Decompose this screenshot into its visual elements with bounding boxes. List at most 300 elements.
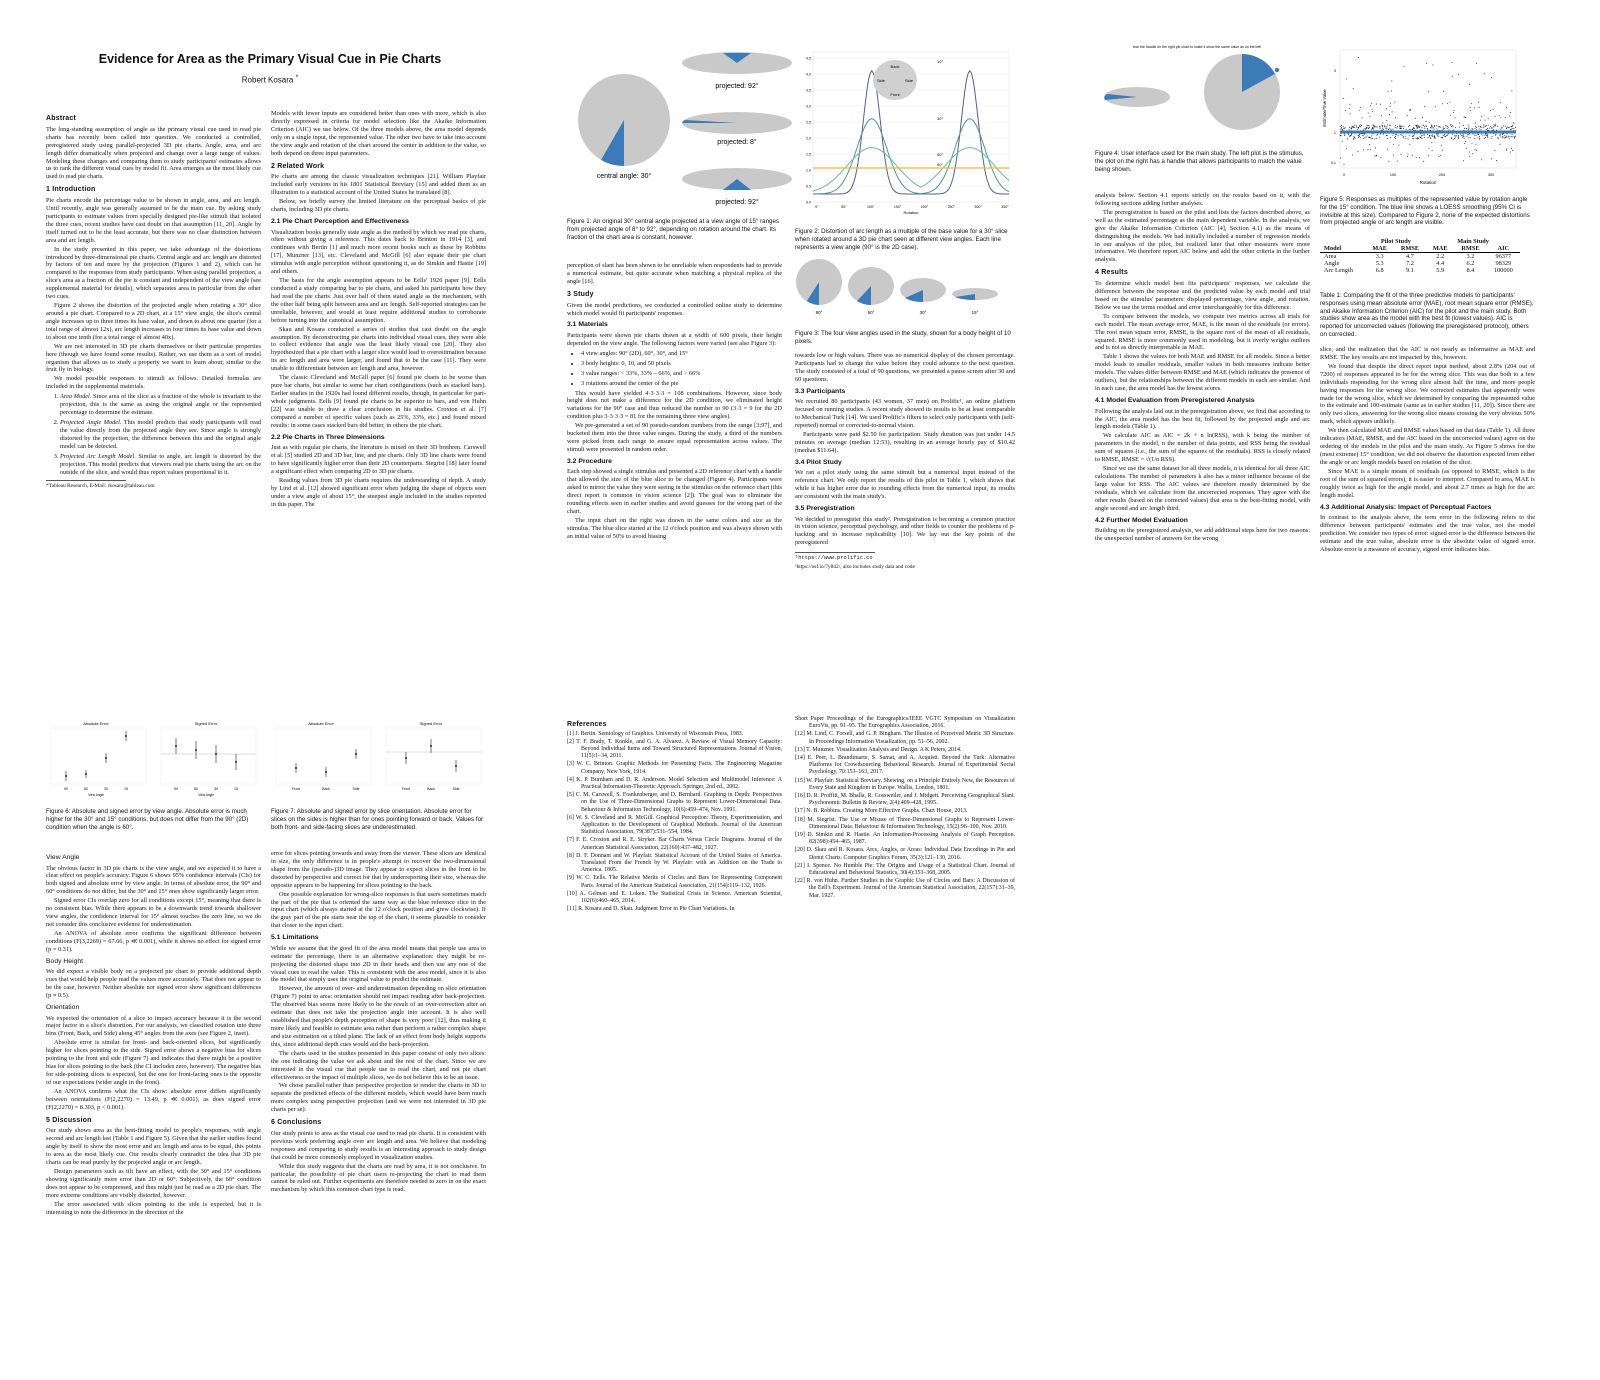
- scatter-point: [1463, 160, 1464, 161]
- scatter-point: [1391, 130, 1392, 131]
- figure-2-caption: Figure 2: Distortion of arc length as a multiple of the base value for a 30° slice when rotated around a 3D pie chart seen at different view angles. Each line represents a view angle (90° is the 2D case).: [795, 228, 1008, 251]
- scatter-point: [1401, 154, 1402, 155]
- scatter-point: [1387, 149, 1388, 150]
- scatter-point: [1358, 151, 1359, 152]
- scatter-point: [1506, 149, 1507, 150]
- scatter-point: [1481, 116, 1482, 117]
- scatter-point: [1397, 126, 1398, 127]
- y-tick-label: 2.5: [806, 120, 811, 125]
- paragraph: Visualization books generally state angle as the method by which we read pie charts, often without giving a reference. This dates back to Brinton in 1914 [3], and continues with Bertin [1] and much more recent books such as those by Robbins [17], Munzner [13], etc. Cleveland and McGill [6] also equate their pie chart stimulus with angle perception without questioning it, as do Simkin and Hastie [19] and others.: [271, 228, 486, 276]
- scatter-point: [1397, 128, 1398, 129]
- paragraph: Pie charts are among the classic visualization techniques [21]. William Playfair included early versions in his 1801 Statistical Breviary [15] and added them as an illustration to a statistical account of the United States he translated [8].: [271, 173, 486, 197]
- scatter-point: [1431, 135, 1432, 136]
- scatter-point: [1495, 135, 1496, 136]
- scatter-point: [1467, 136, 1468, 137]
- list-item: • 3 body heights: 0, 10, and 50 pixels: [581, 360, 782, 368]
- scatter-point: [1481, 127, 1482, 128]
- fig1-label: projected: 92°: [715, 83, 759, 90]
- figure-7-caption: Figure 7: Absolute and signed error by slice orientation. Absolute error for slices on the sides is higher than for ones pointing forward or back. Values for both front- and side-facing slices are underestimated.: [271, 808, 484, 831]
- paragraph: Our study points to area as the visual cue used to read pie charts. It is consistent with previous work preferring angle over arc length and area. We believe that modeling responses and comparing to study results is an interesting approach to study design that could be more commonly employed in visualization studies.: [271, 1129, 486, 1161]
- scatter-point: [1512, 125, 1513, 126]
- scatter-point: [1442, 103, 1443, 104]
- y-tick-label: 4.5: [806, 56, 811, 61]
- scatter-point: [1382, 126, 1383, 127]
- scatter-point: [1380, 128, 1381, 129]
- paragraph: Participants were shown pie charts drawn at a width of 600 pixels, their height depended on the view angle. The following factors were varied (see also Figure 3):: [567, 331, 782, 347]
- scatter-point: [1452, 62, 1453, 63]
- scatter-point: [1455, 127, 1456, 128]
- scatter-point: [1479, 129, 1480, 130]
- scatter-point: [1470, 107, 1471, 108]
- scatter-point: [1424, 126, 1425, 127]
- scatter-point: [1412, 155, 1413, 156]
- x-tick-label: 0°: [815, 205, 819, 209]
- scatter-point: [1443, 127, 1444, 128]
- scatter-point: [1364, 137, 1365, 138]
- section-2-heading: 2 Related Work: [271, 162, 325, 170]
- figure-3-caption: Figure 3: The four view angles used in the study, shown for a body height of 10 pixels.: [795, 330, 1011, 345]
- table-row: Arc Length 6.8 9.1 5.9 8.4 100000: [1324, 267, 1513, 274]
- scatter-point: [1505, 117, 1506, 118]
- x-tick-label: 0: [1342, 173, 1346, 177]
- scatter-point: [1511, 90, 1512, 91]
- section-3-2-heading: 3.2 Procedure: [567, 457, 612, 465]
- scatter-point: [1368, 113, 1369, 114]
- scatter-point: [1514, 137, 1515, 138]
- paragraph: The classic Cleveland and McGill paper [6] found pie charts to be worse than pure bar charts, but similar to some bar chart configurations (such as stacked bars). Earlier studies in the 1920s had found different results, though, in particular for part-whole judgments. Eells [9] found pie charts to be superior to bars, and von Huhn [22] was unable to draw a clear conclusion in his studies. Croxton et al. [7] compared a number of specific values (such as 25%, 33%, etc.) and found mixed results: in some cases stacked bars did better, in others the pie chart.: [271, 374, 486, 429]
- inset-label: Front: [890, 92, 900, 97]
- panel-title: Signed Error: [419, 721, 443, 726]
- scatter-point: [1476, 63, 1477, 64]
- scatter-point: [1485, 126, 1486, 127]
- scatter-point: [1426, 63, 1427, 64]
- abstract-heading: Abstract: [46, 115, 76, 122]
- scatter-point: [1358, 135, 1359, 136]
- scatter-point: [1363, 138, 1364, 139]
- scatter-point: [1390, 137, 1391, 138]
- scatter-point: [1353, 88, 1354, 89]
- scatter-point: [1431, 128, 1432, 129]
- scatter-point: [1493, 125, 1494, 126]
- scatter-point: [1344, 128, 1345, 129]
- reference-item: [15] W. Playfair. Statistical Breviary. Shewing, on a Principle Entirely New, the Resources of Every State and Kingdom in Europe. Wallis, London, 1801.: [795, 777, 1015, 791]
- scatter-point: [1341, 125, 1342, 126]
- scatter-point: [1360, 124, 1361, 125]
- scatter-point: [1442, 150, 1443, 151]
- scatter-point: [1483, 127, 1484, 128]
- scatter-point: [1395, 134, 1396, 135]
- scatter-point: [1346, 148, 1347, 149]
- scatter-point: [1363, 149, 1364, 150]
- paragraph: We are not interested in 3D pie charts themselves or their particular properties here (though we have found some results). Rather, we use them as a sort of model organism that allows us to study a property we want to learn about; similar to the fruit fly in biology.: [46, 342, 261, 374]
- paragraph: One possible explanation for wrong-slice responses is that users sometimes match the part of the pie that is oriented the same way as the blue reference slice in the input chart (which always started at the 12 o'clock position and grew clockwise). If the gray part of the pie starts near the top of the chart, it seems plausible to consider that closer to the input chart.: [271, 890, 486, 930]
- x-tick-label: Side: [352, 787, 360, 791]
- materials-list: [567, 350, 782, 388]
- section-4-3-heading: 4.3 Additional Analysis: Impact of Perceptual Factors: [1320, 503, 1492, 511]
- scatter-point: [1370, 116, 1371, 117]
- scatter-point: [1374, 127, 1375, 128]
- mean-point: [355, 753, 357, 755]
- scatter-point: [1509, 138, 1510, 139]
- scatter-point: [1413, 127, 1414, 128]
- scatter-point: [1387, 138, 1388, 139]
- x-tick-label: 60: [84, 787, 88, 791]
- drag-handle[interactable]: [1275, 68, 1279, 72]
- scatter-point: [1398, 145, 1399, 146]
- scatter-point: [1403, 136, 1404, 137]
- mean-point: [325, 771, 327, 773]
- scatter-point: [1435, 106, 1436, 107]
- view-angle-heading: View Angle: [46, 854, 80, 861]
- scatter-point: [1474, 107, 1475, 108]
- scatter-point: [1377, 134, 1378, 135]
- scatter-point: [1463, 136, 1464, 137]
- paragraph: towards low or high values. There was no numerical display of the chosen percentage. Participants had to change the value before they could advance to the next question. The study consisted of a total of 90 questions, we presented a pause screen after 30 and 60 questions.: [795, 352, 1015, 383]
- paragraph: Absolute error is similar for front- and back-oriented slices, but significantly higher for slices pointing to the side. Signed error shows a negative bias for slices pointing to the front and side (Figure 7) and indicates that there might be a positive bias for slices pointing to the back (the CI includes zero, however). The negative bias for side-pointing slices is expected, but the one for front-facing ones is the opposite of our expectations (wider angle in the front).: [46, 1039, 261, 1086]
- mean-point: [430, 745, 432, 747]
- scatter-point: [1386, 120, 1387, 121]
- scatter-point: [1428, 137, 1429, 138]
- section-3-3-heading: 3.3 Participants: [795, 387, 846, 395]
- scatter-point: [1463, 125, 1464, 126]
- paragraph: Given the model predictions, we conducted a controlled online study to determine which model would fit participants' responses.: [567, 301, 782, 317]
- figure-1-caption: Figure 1: An original 30° central angle projected at a view angle of 15° ranges from projected angle of 8° to 92°, depending on rotation around the chart. Its fraction of the chart area is constant, however.: [567, 218, 780, 241]
- scatter-point: [1512, 150, 1513, 151]
- scatter-point: [1390, 106, 1391, 107]
- column-8: [271, 850, 486, 1195]
- scatter-point: [1413, 135, 1414, 136]
- peak-label: 10°: [937, 59, 944, 64]
- scatter-point: [1349, 108, 1350, 109]
- scatter-point: [1344, 135, 1345, 136]
- scatter-point: [1362, 117, 1363, 118]
- reference-item: [17] N. B. Robbins. Creating More Effective Graphs. Chart House, 2013.: [795, 808, 968, 815]
- reference-item: Short Paper Proceedings of the Eurographics/IEEE VGTC Symposium on Visualization EuroVis, pp. 91–95. The Eurographics Association, 2016.: [795, 716, 1015, 730]
- scatter-point: [1399, 125, 1400, 126]
- scatter-point: [1475, 128, 1476, 129]
- reference-item: [6] W. S. Cleveland and R. McGill. Graphical Perception: Theory, Experimentation, and Application to the Development of Graphical Methods. Journal of the American Statistical Association, 79(387):531–554, 1984.: [567, 814, 782, 836]
- scatter-point: [1381, 115, 1382, 116]
- scatter-point: [1500, 134, 1501, 135]
- scatter-point: [1395, 117, 1396, 118]
- scatter-point: [1373, 125, 1374, 126]
- table-header: RMSE: [1394, 245, 1426, 253]
- scatter-point: [1498, 138, 1499, 139]
- scatter-point: [1388, 129, 1389, 130]
- footnote-rule: [795, 552, 875, 553]
- scatter-point: [1408, 138, 1409, 139]
- reference-item: [22] R. von Huhn. Further Studies in the Graphic Use of Circles and Bars: A Discussion of the Eell's Experiment. Journal of the American Statistical Association, 22(157):31–39, Mar. 1927.: [795, 878, 1015, 899]
- paragraph: We did expect a visible body on a projected pie chart to provide additional depth cues that would help people read the values more accurately. That does not appear to be the case, however. Neither absolute nor signed error show significant differences (p ≈ 0.5).: [46, 968, 261, 1000]
- scatter-point: [1405, 136, 1406, 137]
- scatter-point: [1371, 129, 1372, 130]
- scatter-point: [1425, 125, 1426, 126]
- scatter-point: [1481, 159, 1482, 160]
- paragraph: The basis for the angle assumption appears to be Eells' 1926 paper [9]. Eells conducted a study comparing bar to pie charts, and asked his participants how they had read the pie charts. Just over half of them stated angle as the mechanism, with the other half being split between area and arc length. Self-reported strategies can be unreliable, however, and would at least require additional studies to corroborate before turning into the canonical assumption.: [271, 277, 486, 324]
- scatter-point: [1512, 128, 1513, 129]
- scatter-point: [1358, 57, 1359, 58]
- scatter-point: [1486, 129, 1487, 130]
- scatter-point: [1490, 126, 1491, 127]
- view-angle-label: 60°: [867, 310, 875, 315]
- scatter-point: [1363, 135, 1364, 136]
- mean-point: [405, 757, 407, 759]
- paragraph: Just as with regular pie charts, the literature is mixed on their 3D brethren. Carswell et al. [5] studied 2D and 3D bar, line, and pie charts. Only 3D line charts were found to have significantly higher error than their 2D counterparts. Siegrist [18] later found a significant effect when comparing 2D to 3D pie charts.: [271, 444, 486, 475]
- mean-point: [175, 745, 177, 747]
- mean-point: [235, 761, 237, 763]
- scatter-point: [1431, 125, 1432, 126]
- scatter-point: [1373, 128, 1374, 129]
- scatter-point: [1443, 135, 1444, 136]
- scatter-point: [1409, 125, 1410, 126]
- scatter-point: [1481, 129, 1482, 130]
- scatter-point: [1458, 138, 1459, 139]
- scatter-point: [1409, 144, 1410, 145]
- x-tick-label: 30: [214, 787, 218, 791]
- inset-label: Side: [904, 78, 914, 83]
- references-column-1: [567, 716, 782, 914]
- paragraph: Signed error CIs overlap zero for all conditions except 15°, meaning that there is no consistent bias. While there appears to be a downwards trend towards shallower view angles, the confidence interval for 15° almost touches the zero line, so we do not consider this conclusive evidence for underestimation.: [46, 897, 261, 929]
- scatter-point: [1387, 135, 1388, 136]
- scatter-point: [1497, 137, 1498, 138]
- scatter-point: [1465, 141, 1466, 142]
- scatter-point: [1376, 104, 1377, 105]
- reference-item: [16] D. R. Proffitt, M. Bhalla, R. Gossweiler, and J. Midgett. Perceiving Geographical Slant. Psychonomic Bulletin & Review, 2(4):409–428, 1995.: [795, 793, 1015, 807]
- x-tick-label: 300°: [974, 205, 982, 209]
- scatter-point: [1488, 118, 1489, 119]
- scatter-point: [1393, 155, 1394, 156]
- references-heading: References: [567, 721, 607, 728]
- figure-1: [567, 48, 797, 208]
- paragraph: The input chart on the right was drawn in the same colors and size as the stimulus. The blue slice started at the 12 o'clock position and was always shown with an initial value of 50% to avoid biasing: [567, 516, 782, 540]
- scatter-point: [1359, 125, 1360, 126]
- scatter-point: [1491, 77, 1492, 78]
- scatter-point: [1380, 127, 1381, 128]
- scatter-point: [1495, 125, 1496, 126]
- scatter-point: [1396, 134, 1397, 135]
- scatter-point: [1438, 126, 1439, 127]
- scatter-point: [1426, 126, 1427, 127]
- y-tick-label: 2.0: [806, 136, 811, 141]
- table-header: MAE: [1366, 245, 1394, 253]
- inset-label: Back: [890, 64, 900, 69]
- figure-6-chart: [46, 718, 261, 798]
- reference-item: [19] D. Simkin and R. Hastie. An Information-Processing Analysis of Graph Perception. 82(398):454–465, 1987.: [795, 832, 1015, 846]
- scatter-point: [1478, 137, 1479, 138]
- paragraph: We recruited 80 participants (43 women, 37 men) on Prolific¹, an online platform focused on running studies. A recent study showed its results to be at least comparable to Mechanical Turk [14]. We used Prolific's filters to select only participants with (self-reported) normal or corrected-to-normal vision.: [795, 398, 1015, 430]
- scatter-point: [1383, 129, 1384, 130]
- scatter-point: [1509, 116, 1510, 117]
- scatter-point: [1470, 110, 1471, 111]
- scatter-point: [1377, 127, 1378, 128]
- paragraph: We found that despite the direct report input method, about 2.8% (204 out of 7200) of responses appeared to be for the wrong slice. This was due both to a few individuals responding for the wrong slice almost half the time, and more people having responses for the wrong slice. We corrected estimates that apparently were made for the wrong slice, which we determined by comparing the represented value to the estimate and 100-estimate (same as in earlier studies [11, 20]). Since there are only two slices, answering for the wrong slice means crossing the very obvious 50% mark, which appears unlikely.: [1320, 362, 1535, 426]
- scatter-point: [1425, 128, 1426, 129]
- paragraph: Table 1 shows the values for both MAE and RMSE for all models. Since a better model leads to smaller residuals, smaller values in both measures indicate better models. The values differ between RMSE and MAE (which indicates the presence of outliers), but the relationships between the different models in each are similar. And in each case, the area model has the lowest scores.: [1095, 353, 1310, 393]
- body-height-heading: Body Height: [46, 957, 84, 965]
- x-axis-label: View Angle: [88, 793, 104, 797]
- scatter-point: [1388, 91, 1389, 92]
- x-tick-label: 150°: [893, 205, 902, 209]
- footnote: ¹https://www.prolific.co: [795, 555, 873, 562]
- section-2-2-heading: 2.2 Pie Charts in Three Dimensions: [271, 433, 385, 441]
- paragraph: Skau and Kosara conducted a series of studies that cast doubt on the angle assumption. By deconstructing pie charts into individual visual cues, they were able to collect evidence that angle was the least likely visual cue [20]. They also hypothesized that a pie chart with a larger slice would lead to overestimation because its arc length and area were larger, and found that to be the case [11]. They were unable to differentiate between arc length and area, however.: [271, 325, 486, 373]
- scatter-point: [1447, 126, 1448, 127]
- reference-item: [10] A. Gelman and E. Loken. The Statistical Crisis in Science. American Scientist, 102(6):460–465, 2014.: [567, 890, 782, 904]
- scatter-point: [1424, 137, 1425, 138]
- scatter-point: [1358, 127, 1359, 128]
- scatter-point: [1391, 80, 1392, 81]
- paragraph: To determine which model best fits participants' responses, we calculate the difference between the response and the predicted value by each model and trial based on the stimulus' parameters: displayed percentage, view angle, and rotation. Below we use the terms residual and error interchangeably for this difference.: [1095, 280, 1310, 311]
- scatter-point: [1344, 164, 1345, 165]
- mean-point: [85, 773, 87, 775]
- scatter-point: [1513, 128, 1514, 129]
- scatter-point: [1422, 117, 1423, 118]
- scatter-point: [1478, 126, 1479, 127]
- reference-item: [8] D. F. Donnant and W. Playfair. Statistical Account of the United States of America. Translated From the French by W. Playfair: with an Addition on the Trade to America. 1805.: [567, 852, 782, 874]
- mean-point: [125, 735, 127, 737]
- scatter-point: [1368, 128, 1369, 129]
- scatter-point: [1428, 148, 1429, 149]
- scatter-point: [1359, 135, 1360, 136]
- paragraph: analysis below. Section 4.1 reports strictly on the results based on it, with the following sections adding further analyses.: [1095, 192, 1310, 207]
- scatter-point: [1468, 138, 1469, 139]
- scatter-point: [1421, 127, 1422, 128]
- scatter-point: [1382, 125, 1383, 126]
- y-axis-label: Estimate/True Value: [1322, 89, 1327, 127]
- scatter-point: [1401, 128, 1402, 129]
- scatter-point: [1496, 134, 1497, 135]
- scatter-point: [1395, 138, 1396, 139]
- scatter-point: [1359, 136, 1360, 137]
- scatter-point: [1474, 138, 1475, 139]
- reference-item: [9] W. C. Eells. The Relative Merits of Circles and Bars for Representing Component Parts. Journal of the American Statistical Association, 21(154):119–132, 1926.: [567, 875, 782, 889]
- scatter-point: [1508, 127, 1509, 128]
- scatter-point: [1354, 137, 1355, 138]
- scatter-point: [1447, 103, 1448, 104]
- figure-5-chart: [1320, 48, 1520, 188]
- scatter-point: [1395, 125, 1396, 126]
- scatter-point: [1416, 138, 1417, 139]
- scatter-point: [1443, 91, 1444, 92]
- scatter-point: [1506, 137, 1507, 138]
- scatter-point: [1468, 128, 1469, 129]
- paragraph: We ran a pilot study using the same stimuli but a numerical input instead of the reference chart. We only report the results of this pilot in Table 1, which shows that while it has higher error due to rounding effects from the numerical input, its results are consistent with the main study's.: [795, 469, 1015, 501]
- scatter-point: [1343, 98, 1344, 99]
- paragraph: We expected the orientation of a slice to impact accuracy because it is the second major factor in a slice's distortion. For our analysis, we classified rotation into three bins (Front, Back, and Side) along 45° angles from the axes (see Figure 2, inset).: [46, 1014, 261, 1038]
- scatter-point: [1382, 123, 1383, 124]
- x-tick-label: Back: [322, 787, 330, 791]
- scatter-point: [1512, 136, 1513, 137]
- scatter-point: [1490, 110, 1491, 111]
- scatter-point: [1379, 137, 1380, 138]
- scatter-point: [1452, 125, 1453, 126]
- scatter-point: [1386, 127, 1387, 128]
- figure-5-caption: Figure 5: Responses as multiples of the represented value by rotation angle for the 15° condition. The blue line shows a LOESS smoothing (95% CI is invisible at this size). Compared to Figure 2, none of the expected distortions from projected angle or arc length are visible.: [1320, 196, 1530, 227]
- x-tick-label: 300: [1487, 173, 1495, 177]
- scatter-point: [1443, 129, 1444, 130]
- scatter-point: [1448, 127, 1449, 128]
- scatter-point: [1417, 127, 1418, 128]
- panel-frame: [161, 728, 256, 784]
- scatter-point: [1480, 120, 1481, 121]
- scatter-point: [1503, 126, 1504, 127]
- paragraph: Figure 2 shows the distortion of the projected angle when rotating a 30° slice around a pie chart. Compared to a 2D chart, at a 15° view angle, the slice's central angle increases up to three times its base value, and down to about one quarter (for a total range of almost 12x), arc length increases to four times its base value and down to about one tenth (for a total range of almost 40x).: [46, 302, 261, 341]
- scatter-point: [1475, 123, 1476, 124]
- scatter-point: [1430, 138, 1431, 139]
- table-header: Model: [1320, 245, 1366, 253]
- scatter-point: [1453, 126, 1454, 127]
- paragraph: We pre-generated a set of 90 pseudo-random numbers from the range [3;97], and bucketed them into the three value ranges. During the study, a third of the numbers were picked from each range to ensure equal representation across values. The stimuli were presented in random order.: [567, 422, 782, 453]
- scatter-point: [1424, 106, 1425, 107]
- scatter-point: [1481, 134, 1482, 135]
- section-2-1-heading: 2.1 Pie Chart Perception and Effectiveness: [271, 217, 409, 225]
- section-4-heading: 4 Results: [1095, 269, 1128, 277]
- scatter-point: [1514, 138, 1515, 139]
- scatter-point: [1402, 135, 1403, 136]
- scatter-point: [1352, 155, 1353, 156]
- scatter-point: [1444, 128, 1445, 129]
- scatter-point: [1504, 135, 1505, 136]
- scatter-point: [1464, 128, 1465, 129]
- scatter-point: [1438, 136, 1439, 137]
- list-item: 2. Projected Angle Model. This model predicts that study participants will read the value directly from the projected angle they see. Since angle is strongly distorted by the projection, the difference between this and the original angle model can be detected.: [60, 419, 261, 451]
- x-tick-label: Front: [291, 787, 301, 791]
- scatter-point: [1507, 127, 1508, 128]
- peak-label: 90°: [937, 162, 944, 167]
- paper-title: Evidence for Area as the Primary Visual Cue in Pie Charts: [98, 52, 442, 66]
- scatter-point: [1412, 129, 1413, 130]
- scatter-point: [1485, 120, 1486, 121]
- section-3-5-heading: 3.5 Preregistration: [795, 504, 855, 512]
- scatter-point: [1475, 149, 1476, 150]
- scatter-point: [1353, 126, 1354, 127]
- x-axis-label: View Angle: [198, 793, 214, 797]
- scatter-point: [1514, 123, 1515, 124]
- scatter-point: [1380, 104, 1381, 105]
- scatter-point: [1504, 138, 1505, 139]
- scatter-point: [1417, 137, 1418, 138]
- scatter-point: [1397, 161, 1398, 162]
- scatter-point: [1405, 138, 1406, 139]
- scatter-point: [1390, 129, 1391, 130]
- scatter-point: [1476, 129, 1477, 130]
- instruction-text: Use the handle on the right pie chart to make it show the same value as on the left!: [1132, 45, 1262, 49]
- figure-4-caption: Figure 4: User interface used for the main study. The left plot is the stimulus, the plot on the right has a handle that allows participants to match the value being shown.: [1095, 150, 1304, 173]
- scatter-point: [1469, 126, 1470, 127]
- scatter-point: [1374, 138, 1375, 139]
- scatter-point: [1493, 109, 1494, 110]
- scatter-point: [1419, 157, 1420, 158]
- peak-label: 30°: [937, 116, 944, 121]
- table-row: Area 3.3 4.7 2.2 3.2 96377: [1324, 253, 1512, 260]
- reference-item: [5] C. M. Carswell, S. Frankenberger, and D. Bernhard. Graphing in Depth: Perspectives on the Use of Three-Dimensional Graphs to Represent Lower-Dimensional Data. Behaviour & Information Technology, 10(6):459–474, Nov. 1991.: [567, 792, 782, 813]
- scatter-point: [1352, 127, 1353, 128]
- scatter-point: [1432, 135, 1433, 136]
- scatter-point: [1388, 161, 1389, 162]
- scatter-point: [1389, 128, 1390, 129]
- scatter-point: [1462, 137, 1463, 138]
- scatter-point: [1368, 125, 1369, 126]
- paragraph: We model possible responses to stimuli as follows. Detailed formulas are included in the supplemental materials.: [46, 375, 261, 391]
- scatter-point: [1479, 136, 1480, 137]
- scatter-point: [1435, 138, 1436, 139]
- scatter-point: [1367, 135, 1368, 136]
- scatter-point: [1394, 137, 1395, 138]
- scatter-point: [1464, 143, 1465, 144]
- scatter-point: [1434, 136, 1435, 137]
- column-5: [1095, 192, 1310, 544]
- scatter-point: [1350, 104, 1351, 105]
